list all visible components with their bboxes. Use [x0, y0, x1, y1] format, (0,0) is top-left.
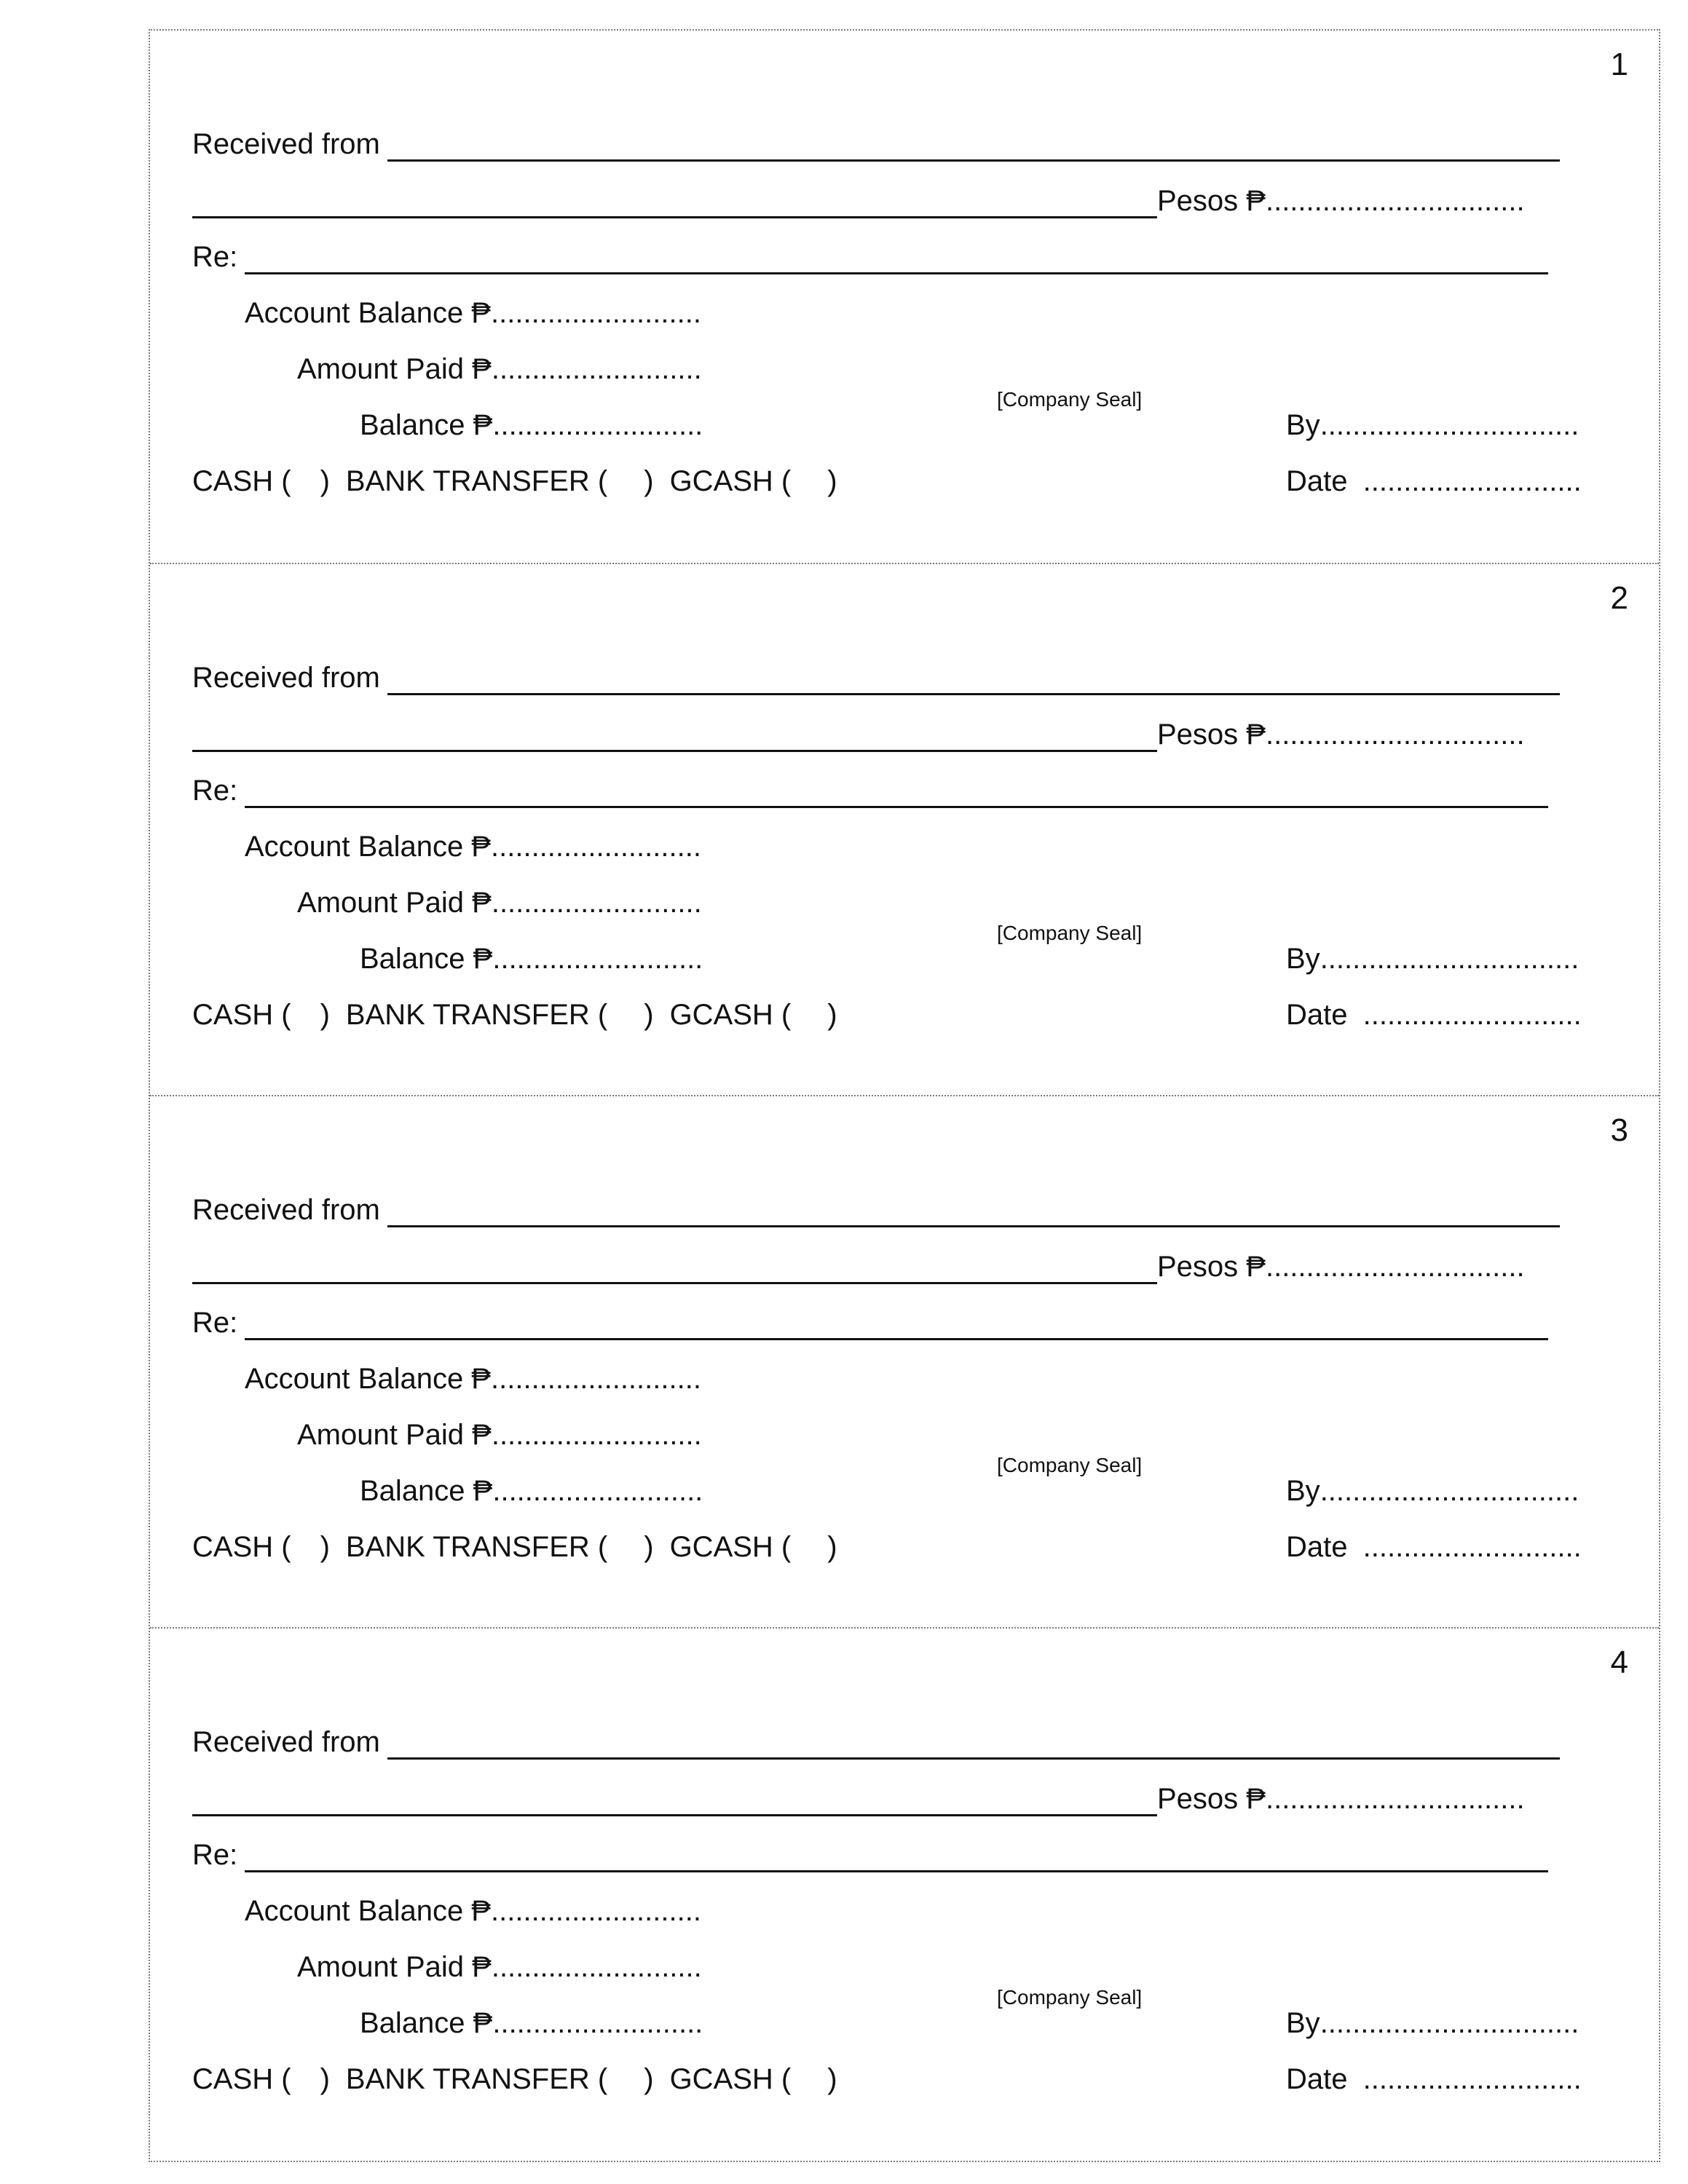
- by-field[interactable]: ................................: [1320, 1475, 1579, 1507]
- cash-label: CASH (: [192, 1531, 291, 1563]
- balance-field[interactable]: ..........................: [492, 943, 703, 975]
- received-from-row: [192, 660, 1560, 695]
- account-balance-field[interactable]: ..........................: [491, 297, 701, 329]
- amount-paid-label: Amount Paid ₱: [297, 353, 492, 385]
- received-from-row: [192, 1725, 1560, 1760]
- amount-in-words-field[interactable]: [192, 1787, 1157, 1816]
- gcash-label: GCASH (: [669, 2063, 792, 2095]
- cash-label: CASH (: [192, 2063, 291, 2095]
- pesos-row: [192, 1781, 1525, 1816]
- bank-transfer-label: BANK TRANSFER (: [345, 465, 608, 497]
- pesos-row: [192, 183, 1525, 218]
- by-label: By: [1286, 409, 1320, 441]
- balance-label: Balance ₱: [360, 943, 493, 975]
- received-from-field[interactable]: [387, 132, 1560, 162]
- amount-paid-label: Amount Paid ₱: [297, 1419, 492, 1451]
- account-balance-field[interactable]: ..........................: [491, 1895, 701, 1927]
- bank-transfer-close-paren: ): [644, 1531, 654, 1563]
- gcash-close-paren: ): [827, 999, 837, 1031]
- company-seal-placeholder: [Company Seal]: [997, 1986, 1143, 2009]
- gcash-close-paren: ): [827, 2063, 837, 2095]
- received-from-row: [192, 127, 1560, 162]
- date-label: Date: [1286, 465, 1348, 497]
- re-field[interactable]: [245, 1310, 1548, 1340]
- date-row: [1286, 2062, 1582, 2097]
- balance-field[interactable]: ..........................: [492, 2007, 703, 2039]
- balance-row: [360, 2006, 703, 2041]
- date-field[interactable]: ...........................: [1362, 465, 1582, 497]
- received-from-label: Received from: [192, 1726, 380, 1758]
- by-row: [1286, 2006, 1579, 2041]
- bank-transfer-close-paren: ): [644, 2063, 654, 2095]
- received-from-field[interactable]: [387, 1198, 1560, 1227]
- pesos-row: [192, 1249, 1525, 1284]
- by-row: [1286, 941, 1579, 976]
- payment-method-row: [192, 464, 837, 499]
- company-seal-placeholder: [Company Seal]: [997, 922, 1143, 944]
- gcash-label: GCASH (: [669, 465, 792, 497]
- account-balance-label: Account Balance ₱: [245, 831, 491, 863]
- date-row: [1286, 1530, 1582, 1564]
- re-field[interactable]: [245, 778, 1548, 808]
- amount-paid-row: [297, 1417, 702, 1452]
- re-row: [192, 240, 1548, 274]
- cash-close-paren: ): [320, 2063, 330, 2095]
- by-label: By: [1286, 943, 1320, 975]
- received-from-field[interactable]: [387, 1730, 1560, 1760]
- amount-paid-row: [297, 885, 702, 920]
- re-label: Re:: [192, 775, 238, 807]
- account-balance-field[interactable]: ..........................: [491, 1363, 701, 1395]
- date-field[interactable]: ...........................: [1362, 1531, 1582, 1563]
- received-from-label: Received from: [192, 1194, 380, 1226]
- by-label: By: [1286, 1475, 1320, 1507]
- payment-method-row: [192, 2062, 837, 2097]
- date-label: Date: [1286, 1531, 1348, 1563]
- balance-row: [360, 1473, 703, 1508]
- by-row: [1286, 1473, 1579, 1508]
- payment-method-row: [192, 1530, 837, 1564]
- receipt-number: 3: [1610, 1112, 1628, 1148]
- balance-row: [360, 408, 703, 443]
- received-from-label: Received from: [192, 662, 380, 694]
- date-row: [1286, 464, 1582, 499]
- date-label: Date: [1286, 2063, 1348, 2095]
- receipt: [150, 563, 1659, 1095]
- date-field[interactable]: ...........................: [1362, 999, 1582, 1031]
- bank-transfer-close-paren: ): [644, 999, 654, 1031]
- amount-in-words-field[interactable]: [192, 722, 1157, 752]
- date-label: Date: [1286, 999, 1348, 1031]
- payment-method-row: [192, 997, 837, 1032]
- account-balance-label: Account Balance ₱: [245, 297, 491, 329]
- receipt: [150, 31, 1659, 563]
- balance-label: Balance ₱: [360, 2007, 493, 2039]
- account-balance-field[interactable]: ..........................: [491, 831, 701, 863]
- received-from-field[interactable]: [387, 665, 1560, 695]
- balance-label: Balance ₱: [360, 409, 493, 441]
- amount-paid-row: [297, 1950, 702, 1985]
- pesos-label: Pesos ₱: [1157, 719, 1266, 751]
- cash-close-paren: ): [320, 1531, 330, 1563]
- receipt: [150, 1095, 1659, 1627]
- account-balance-row: [245, 1361, 701, 1396]
- amount-paid-row: [297, 352, 702, 387]
- pesos-field[interactable]: ................................: [1265, 185, 1525, 217]
- pesos-row: [192, 717, 1525, 752]
- account-balance-row: [245, 829, 701, 864]
- amount-paid-label: Amount Paid ₱: [297, 1951, 492, 1983]
- pesos-field[interactable]: ................................: [1265, 719, 1525, 751]
- pesos-field[interactable]: ................................: [1265, 1783, 1525, 1815]
- gcash-close-paren: ): [827, 1531, 837, 1563]
- by-field[interactable]: ................................: [1320, 943, 1579, 975]
- bank-transfer-label: BANK TRANSFER (: [345, 999, 608, 1031]
- receipt-number: 1: [1610, 47, 1628, 82]
- company-seal-placeholder: [Company Seal]: [997, 388, 1143, 411]
- account-balance-row: [245, 1894, 701, 1928]
- amount-paid-field[interactable]: ..........................: [491, 887, 702, 919]
- re-row: [192, 1837, 1548, 1872]
- pesos-label: Pesos ₱: [1157, 1783, 1266, 1815]
- by-field[interactable]: ................................: [1320, 409, 1579, 441]
- amount-in-words-field[interactable]: [192, 189, 1157, 218]
- amount-paid-field[interactable]: ..........................: [491, 353, 702, 385]
- balance-field[interactable]: ..........................: [492, 409, 703, 441]
- bank-transfer-label: BANK TRANSFER (: [345, 2063, 608, 2095]
- gcash-label: GCASH (: [669, 999, 792, 1031]
- balance-row: [360, 941, 703, 976]
- received-from-label: Received from: [192, 128, 380, 160]
- amount-paid-label: Amount Paid ₱: [297, 887, 492, 919]
- by-label: By: [1286, 2007, 1320, 2039]
- received-from-row: [192, 1192, 1560, 1227]
- cash-close-paren: ): [320, 465, 330, 497]
- amount-paid-field[interactable]: ..........................: [491, 1419, 702, 1451]
- account-balance-label: Account Balance ₱: [245, 1895, 491, 1927]
- re-label: Re:: [192, 1839, 238, 1871]
- bank-transfer-close-paren: ): [644, 465, 654, 497]
- gcash-label: GCASH (: [669, 1531, 792, 1563]
- re-field[interactable]: [245, 245, 1548, 274]
- date-row: [1286, 997, 1582, 1032]
- by-row: [1286, 408, 1579, 443]
- pesos-label: Pesos ₱: [1157, 185, 1266, 217]
- re-label: Re:: [192, 241, 238, 273]
- re-row: [192, 1305, 1548, 1340]
- amount-paid-field[interactable]: ..........................: [491, 1951, 702, 1983]
- by-field[interactable]: ................................: [1320, 2007, 1579, 2039]
- cash-close-paren: ): [320, 999, 330, 1031]
- re-label: Re:: [192, 1307, 238, 1339]
- receipt-number: 4: [1610, 1645, 1628, 1680]
- pesos-field[interactable]: ................................: [1265, 1251, 1525, 1283]
- re-row: [192, 773, 1548, 808]
- balance-label: Balance ₱: [360, 1475, 493, 1507]
- account-balance-label: Account Balance ₱: [245, 1363, 491, 1395]
- amount-in-words-field[interactable]: [192, 1254, 1157, 1284]
- receipt-number: 2: [1610, 580, 1628, 616]
- date-field[interactable]: ...........................: [1362, 2063, 1582, 2095]
- re-field[interactable]: [245, 1843, 1548, 1872]
- bank-transfer-label: BANK TRANSFER (: [345, 1531, 608, 1563]
- gcash-close-paren: ): [827, 465, 837, 497]
- account-balance-row: [245, 296, 701, 331]
- pesos-label: Pesos ₱: [1157, 1251, 1266, 1283]
- company-seal-placeholder: [Company Seal]: [997, 1454, 1143, 1476]
- cash-label: CASH (: [192, 999, 291, 1031]
- balance-field[interactable]: ..........................: [492, 1475, 703, 1507]
- receipt: [150, 1627, 1659, 2159]
- cash-label: CASH (: [192, 465, 291, 497]
- receipt-sheet: [149, 29, 1660, 2162]
